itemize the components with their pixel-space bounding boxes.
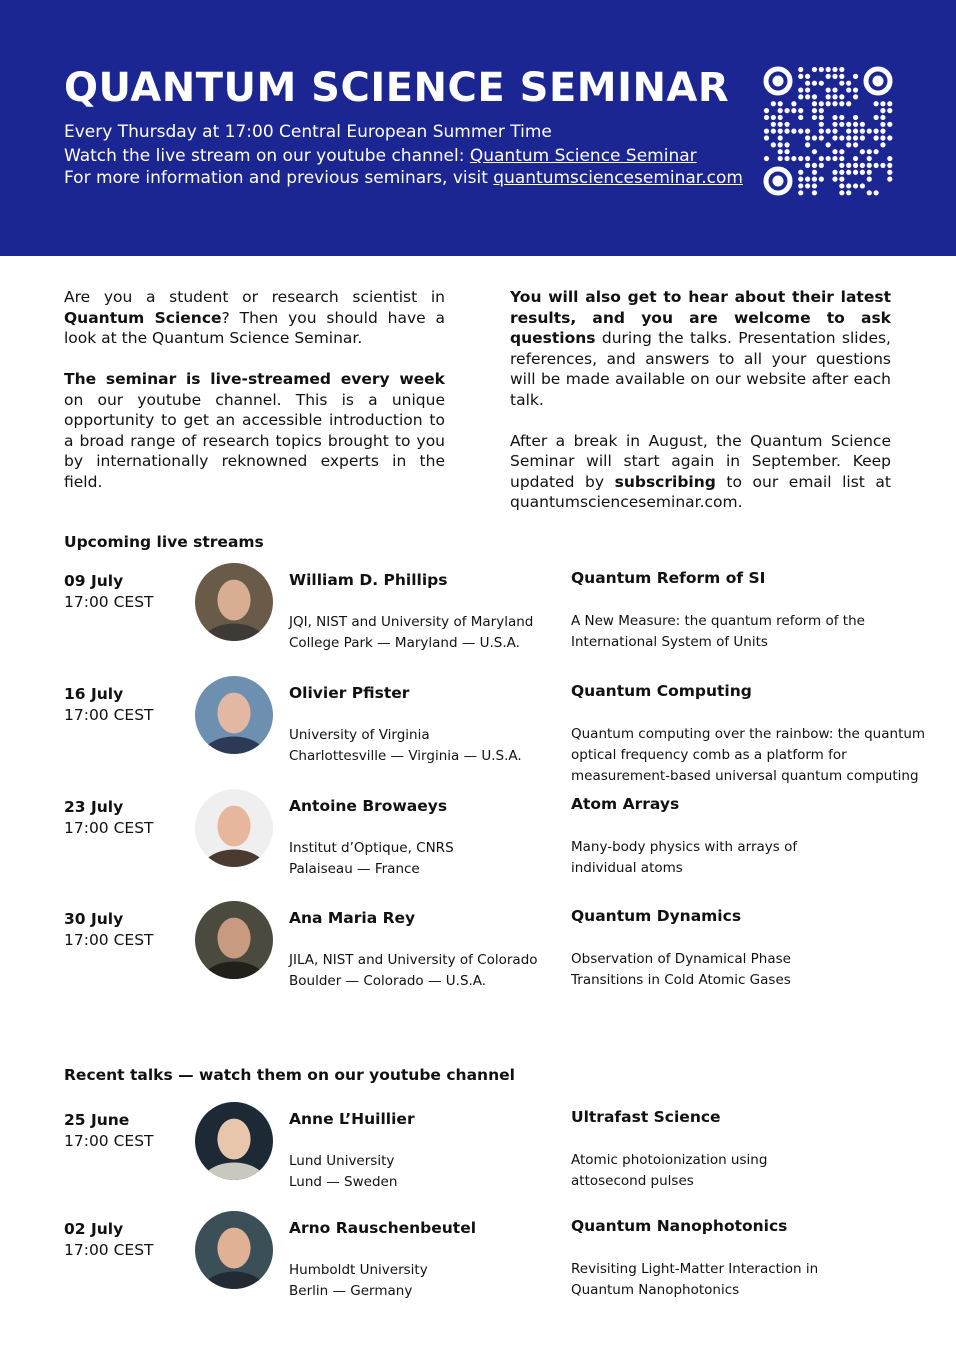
speaker-photo <box>195 1211 273 1289</box>
recent-heading: Recent talks — watch them on our youtube channel <box>64 1066 515 1084</box>
website-line: For more information and previous seminars, visit quantumscienceseminar.com <box>64 168 743 188</box>
speaker-affiliation: JILA, NIST and University of Colorado Boulder — Colorado — U.S.A. <box>289 952 538 989</box>
page-title: QUANTUM SCIENCE SEMINAR <box>64 65 730 111</box>
speaker-name: Antoine Browaeys <box>289 797 448 815</box>
intro-paragraph: After a break in August, the Quantum Science Seminar will start again in September. Keep updated by subscribing to our email list at quantumscienceseminar.com. <box>510 431 891 511</box>
speaker-photo <box>195 789 273 867</box>
speaker-photo <box>195 676 273 754</box>
talk-topic: Quantum Reform of SI <box>571 569 766 587</box>
talk-title: A New Measure: the quantum reform of the International System of Units <box>571 613 865 650</box>
talk-title: Revisiting Light-Matter Interaction in Quantum Nanophotonics <box>571 1261 819 1298</box>
talk-date: 23 July <box>64 798 124 816</box>
talk-row <box>0 1110 956 1210</box>
speaker-name: William D. Phillips <box>289 571 448 589</box>
talk-title: Observation of Dynamical Phase Transitions in Cold Atomic Gases <box>571 951 791 988</box>
speaker-photo <box>195 563 273 641</box>
talk-topic: Atom Arrays <box>571 795 680 813</box>
upcoming-heading: Upcoming live streams <box>64 533 264 551</box>
intro-right-column <box>510 287 891 533</box>
talk-date: 25 June <box>64 1111 130 1129</box>
speaker-name: Olivier Pfister <box>289 684 410 702</box>
intro-paragraph: You will also get to hear about their latest results, and you are welcome to ask questions during the talks. Presentation slides, references, and answers to all your questions will be made available on our website after each talk. <box>510 288 891 409</box>
youtube-channel-link[interactable]: Quantum Science Seminar <box>469 146 697 166</box>
talk-topic: Quantum Dynamics <box>571 907 742 925</box>
talk-date: 02 July <box>64 1220 124 1238</box>
speaker-photo <box>195 1102 273 1180</box>
talk-time: 17:00 CEST <box>64 593 154 611</box>
talk-time: 17:00 CEST <box>64 706 154 724</box>
qr-code-icon[interactable] <box>763 66 893 196</box>
talk-topic: Ultrafast Science <box>571 1108 721 1126</box>
speaker-affiliation: Humboldt University Berlin — Germany <box>289 1262 428 1299</box>
talk-title: Many-body physics with arrays of individual atoms <box>571 839 798 876</box>
speaker-name: Ana Maria Rey <box>289 909 416 927</box>
intro-left-column <box>64 287 445 513</box>
talk-topic: Quantum Nanophotonics <box>571 1217 788 1235</box>
speaker-affiliation: Institut d’Optique, CNRS Palaiseau — France <box>289 840 454 877</box>
header-banner <box>0 0 956 256</box>
talk-title: Atomic photoionization using attosecond pulses <box>571 1152 768 1189</box>
talk-time: 17:00 CEST <box>64 819 154 837</box>
talk-row <box>0 797 956 897</box>
talk-date: 09 July <box>64 572 124 590</box>
talk-time: 17:00 CEST <box>64 1241 154 1259</box>
talk-date: 16 July <box>64 685 124 703</box>
talk-row <box>0 571 956 671</box>
talk-row <box>0 909 956 1009</box>
schedule-line: Every Thursday at 17:00 Central European Summer Time <box>64 122 552 142</box>
speaker-name: Arno Rauschenbeutel <box>289 1219 477 1237</box>
intro-paragraph: The seminar is live-streamed every week on our youtube channel. This is a unique opportunity to get an accessible introduction to a broad range of research topics brought to you by internationally reknowned experts in the field. <box>64 370 445 491</box>
talk-row <box>0 1219 956 1319</box>
speaker-photo <box>195 901 273 979</box>
talk-title: Quantum computing over the rainbow: the quantum optical frequency comb as a platform for measurement-based universal quantum computing <box>571 726 926 784</box>
talk-time: 17:00 CEST <box>64 931 154 949</box>
talk-topic: Quantum Computing <box>571 682 752 700</box>
youtube-line: Watch the live stream on our youtube channel: Quantum Science Seminar <box>64 146 697 166</box>
website-link[interactable]: quantumscienceseminar.com <box>493 168 743 188</box>
talk-time: 17:00 CEST <box>64 1132 154 1150</box>
talk-row <box>0 684 956 784</box>
speaker-name: Anne L’Huillier <box>289 1110 415 1128</box>
speaker-affiliation: University of Virginia Charlottesville — Virginia — U.S.A. <box>289 727 522 764</box>
intro-paragraph: Are you a student or research scientist in Quantum Science? Then you should have a look at the Quantum Science Seminar. <box>64 288 446 347</box>
talk-date: 30 July <box>64 910 124 928</box>
speaker-affiliation: JQI, NIST and University of Maryland College Park — Maryland — U.S.A. <box>289 614 534 651</box>
speaker-affiliation: Lund University Lund — Sweden <box>289 1153 398 1190</box>
